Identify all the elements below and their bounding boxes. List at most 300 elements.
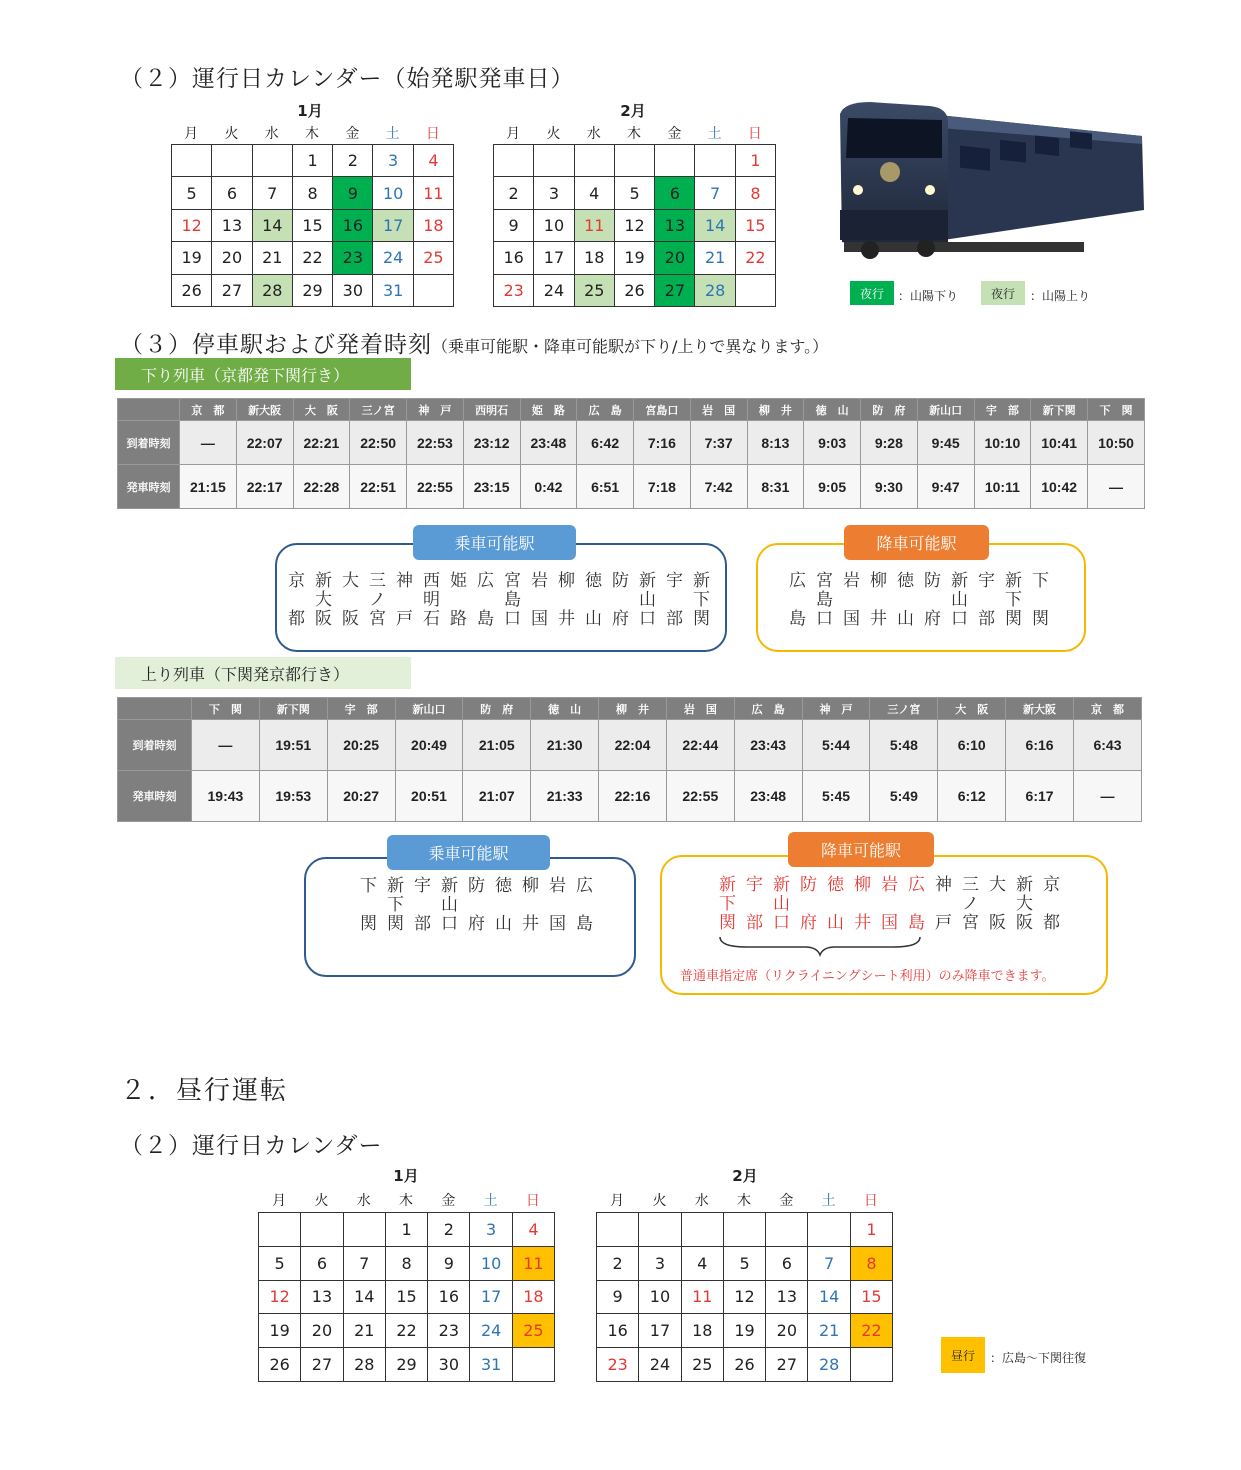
departure-time: — bbox=[1073, 771, 1141, 822]
day-calendar-january bbox=[258, 1212, 555, 1382]
weekday-label: 火 bbox=[314, 1193, 329, 1209]
station-char: 府 bbox=[924, 609, 941, 629]
legend-up-text: ：山陽上り bbox=[1030, 289, 1091, 303]
station-header: 柳 井 bbox=[747, 399, 804, 421]
calendar-day-cell: 15 bbox=[292, 209, 332, 241]
calendar-day-cell: 22 bbox=[385, 1314, 427, 1348]
night-cal-feb-weekdays bbox=[493, 123, 775, 143]
station-char: 国 bbox=[881, 913, 898, 933]
station-header: 徳 山 bbox=[804, 399, 861, 421]
station-header: 下 関 bbox=[192, 698, 260, 720]
calendar-day-cell: 25 bbox=[413, 242, 453, 274]
arrival-time: 10:41 bbox=[1031, 421, 1088, 465]
calendar-day-cell: 9 bbox=[333, 177, 373, 209]
station-char: 姫 bbox=[450, 571, 467, 591]
calendar-day-cell: 18 bbox=[512, 1280, 554, 1314]
weekday-label: 水 bbox=[264, 126, 279, 142]
calendar-day-cell: 19 bbox=[723, 1314, 765, 1348]
station-char: 島 bbox=[504, 590, 521, 610]
calendar-day-cell: 7 bbox=[343, 1246, 385, 1280]
weekday-label: 火 bbox=[652, 1193, 667, 1209]
section-title-day-calendar: （２）運行日カレンダー bbox=[120, 1133, 383, 1159]
down-board-pill: 乗車可能駅 bbox=[413, 525, 576, 560]
arrival-time: 5:48 bbox=[870, 720, 938, 771]
station-char: 阪 bbox=[1016, 913, 1033, 933]
station-char: 島 bbox=[477, 609, 494, 629]
station-char: 路 bbox=[450, 609, 467, 629]
down-train-timetable bbox=[117, 398, 1145, 509]
calendar-day-cell: 2 bbox=[428, 1213, 470, 1247]
arrival-time: 7:37 bbox=[690, 421, 747, 465]
calendar-day-cell: 25 bbox=[574, 274, 614, 306]
arrival-time: 22:21 bbox=[293, 421, 350, 465]
departure-time: 19:43 bbox=[192, 771, 260, 822]
calendar-day-cell: 21 bbox=[343, 1314, 385, 1348]
calendar-day-cell: 24 bbox=[373, 242, 413, 274]
station-char: 関 bbox=[1032, 609, 1049, 629]
departure-time: 19:53 bbox=[259, 771, 327, 822]
weekday-label: 木 bbox=[737, 1193, 752, 1209]
calendar-day-cell: 2 bbox=[333, 145, 373, 177]
station-char: 関 bbox=[360, 914, 377, 934]
calendar-day-cell: 10 bbox=[373, 177, 413, 209]
calendar-day-cell: 20 bbox=[212, 242, 252, 274]
station-char: 宮 bbox=[816, 571, 833, 591]
station-char: 徳 bbox=[585, 571, 602, 591]
calendar-day-cell: 15 bbox=[735, 209, 775, 241]
calendar-day-cell bbox=[574, 145, 614, 177]
calendar-day-cell: 4 bbox=[413, 145, 453, 177]
calendar-day-cell: 16 bbox=[494, 242, 534, 274]
station-char: 宮 bbox=[369, 609, 386, 629]
station-char: 府 bbox=[612, 609, 629, 629]
station-char: 広 bbox=[576, 876, 593, 896]
calendar-day-cell: 4 bbox=[512, 1213, 554, 1247]
station-header: 宇 部 bbox=[974, 399, 1031, 421]
row-header: 到着時刻 bbox=[118, 421, 180, 465]
station-header: 広 島 bbox=[734, 698, 802, 720]
station-char: 三 bbox=[962, 875, 979, 895]
station-vertical-name bbox=[490, 877, 517, 934]
station-char: 新 bbox=[441, 876, 458, 896]
down-train-band: 下り列車（京都発下関行き） bbox=[115, 358, 411, 390]
station-char: 関 bbox=[387, 914, 404, 934]
calendar-day-cell: 8 bbox=[735, 177, 775, 209]
weekday-label: 木 bbox=[627, 126, 642, 142]
station-char: 関 bbox=[1005, 609, 1022, 629]
station-vertical-name bbox=[499, 572, 526, 629]
station-char: 阪 bbox=[989, 913, 1006, 933]
section-title-stops bbox=[120, 326, 828, 359]
calendar-day-cell: 14 bbox=[808, 1280, 850, 1314]
calendar-day-cell: 21 bbox=[252, 242, 292, 274]
arrival-time: 5:44 bbox=[802, 720, 870, 771]
weekday-label: 月 bbox=[184, 126, 199, 142]
station-char: 井 bbox=[854, 913, 871, 933]
calendar-day-cell bbox=[343, 1213, 385, 1247]
station-char: 関 bbox=[719, 913, 736, 933]
departure-time: 20:51 bbox=[395, 771, 463, 822]
departure-time: 6:17 bbox=[1006, 771, 1074, 822]
night-cal-jan-weekdays bbox=[171, 123, 453, 143]
calendar-day-cell: 28 bbox=[252, 274, 292, 306]
station-header: 京 都 bbox=[180, 399, 237, 421]
calendar-day-cell: 7 bbox=[695, 177, 735, 209]
calendar-day-cell: 28 bbox=[343, 1348, 385, 1382]
station-char: 宇 bbox=[414, 876, 431, 896]
weekday-label: 土 bbox=[707, 126, 722, 142]
legend-day-text: ：広島～下関往復 bbox=[990, 1351, 1087, 1365]
station-char: 大 bbox=[989, 875, 1006, 895]
departure-time: — bbox=[1088, 465, 1145, 509]
station-header: 防 府 bbox=[463, 698, 531, 720]
weekday-label: 火 bbox=[546, 126, 561, 142]
calendar-day-cell: 28 bbox=[808, 1348, 850, 1382]
calendar-day-cell bbox=[766, 1213, 808, 1247]
arrival-time: 8:13 bbox=[747, 421, 804, 465]
calendar-day-cell: 22 bbox=[292, 242, 332, 274]
calendar-day-cell: 25 bbox=[681, 1348, 723, 1382]
station-char: 新 bbox=[1016, 875, 1033, 895]
calendar-day-cell: 26 bbox=[172, 274, 212, 306]
departure-time: 23:48 bbox=[734, 771, 802, 822]
arrival-time: 23:43 bbox=[734, 720, 802, 771]
calendar-day-cell bbox=[614, 145, 654, 177]
calendar-day-cell: 5 bbox=[259, 1246, 301, 1280]
calendar-day-cell: 7 bbox=[808, 1246, 850, 1280]
calendar-day-cell bbox=[639, 1213, 681, 1247]
calendar-day-cell: 24 bbox=[534, 274, 574, 306]
station-char: 宇 bbox=[746, 875, 763, 895]
calendar-day-cell bbox=[172, 145, 212, 177]
station-char: 宮 bbox=[962, 913, 979, 933]
calendar-day-cell: 19 bbox=[172, 242, 212, 274]
calendar-day-cell: 3 bbox=[373, 145, 413, 177]
weekday-label: 日 bbox=[425, 126, 440, 142]
calendar-day-cell bbox=[259, 1213, 301, 1247]
calendar-day-cell: 30 bbox=[333, 274, 373, 306]
weekday-label: 金 bbox=[667, 126, 682, 142]
arrival-time: — bbox=[192, 720, 260, 771]
up-alight-note: 普通車指定席（リクライニングシート利用）のみ降車できます。 bbox=[680, 969, 1055, 984]
departure-time: 10:42 bbox=[1031, 465, 1088, 509]
station-vertical-name bbox=[768, 876, 795, 933]
weekday-label: 日 bbox=[525, 1193, 540, 1209]
arrival-time: 23:12 bbox=[463, 421, 520, 465]
station-char: 戸 bbox=[396, 609, 413, 629]
station-char: 神 bbox=[396, 571, 413, 591]
calendar-day-cell: 18 bbox=[413, 209, 453, 241]
station-char: 徳 bbox=[897, 571, 914, 591]
arrival-time: 22:44 bbox=[666, 720, 734, 771]
station-vertical-name bbox=[409, 877, 436, 934]
night-calendar-january bbox=[171, 144, 454, 307]
arrival-time: 9:03 bbox=[804, 421, 861, 465]
station-vertical-name bbox=[283, 572, 310, 629]
station-header: 三ノ宮 bbox=[870, 698, 938, 720]
calendar-day-cell: 6 bbox=[766, 1246, 808, 1280]
station-char: 部 bbox=[746, 913, 763, 933]
up-board-stations bbox=[355, 877, 598, 934]
station-vertical-name bbox=[634, 572, 661, 629]
weekday-label: 日 bbox=[863, 1193, 878, 1209]
station-vertical-name bbox=[714, 876, 741, 933]
station-char: 島 bbox=[576, 914, 593, 934]
station-char: 島 bbox=[816, 590, 833, 610]
weekday-label: 月 bbox=[272, 1193, 287, 1209]
section-title-stops-note: （乗車可能駅・降車可能駅が下り/上りで異なります。） bbox=[432, 337, 829, 356]
calendar-day-cell bbox=[695, 145, 735, 177]
weekday-label: 金 bbox=[345, 126, 360, 142]
station-header: 新下関 bbox=[1031, 399, 1088, 421]
weekday-label: 木 bbox=[399, 1193, 414, 1209]
calendar-day-cell: 12 bbox=[172, 209, 212, 241]
station-char: 山 bbox=[495, 914, 512, 934]
station-vertical-name bbox=[553, 572, 580, 629]
arrival-time: 19:51 bbox=[259, 720, 327, 771]
station-char: 口 bbox=[504, 609, 521, 629]
calendar-day-cell: 27 bbox=[301, 1348, 343, 1382]
station-char: 阪 bbox=[315, 609, 332, 629]
weekday-label: 水 bbox=[694, 1193, 709, 1209]
calendar-day-cell: 14 bbox=[343, 1280, 385, 1314]
station-header: 大 阪 bbox=[938, 698, 1006, 720]
calendar-day-cell bbox=[681, 1213, 723, 1247]
station-char: 防 bbox=[924, 571, 941, 591]
station-char: 京 bbox=[288, 571, 305, 591]
departure-time: 0:42 bbox=[520, 465, 577, 509]
station-header: 防 府 bbox=[861, 399, 918, 421]
calendar-day-cell: 8 bbox=[850, 1246, 892, 1280]
station-header: 新大阪 bbox=[236, 399, 293, 421]
departure-time: 22:51 bbox=[350, 465, 407, 509]
calendar-day-cell: 5 bbox=[172, 177, 212, 209]
arrival-time: 6:42 bbox=[577, 421, 634, 465]
arrival-time: 21:30 bbox=[531, 720, 599, 771]
station-char: 下 bbox=[360, 876, 377, 896]
departure-time: 9:05 bbox=[804, 465, 861, 509]
station-header: 新山口 bbox=[395, 698, 463, 720]
station-vertical-name bbox=[355, 877, 382, 934]
night-cal-jan-title: 1月 bbox=[297, 102, 323, 120]
legend-down-text: ：山陽下り bbox=[898, 289, 959, 303]
calendar-day-cell: 6 bbox=[301, 1246, 343, 1280]
station-vertical-name bbox=[1027, 572, 1054, 629]
arrival-time: 20:25 bbox=[327, 720, 395, 771]
departure-time: 7:18 bbox=[634, 465, 691, 509]
calendar-day-cell: 12 bbox=[723, 1280, 765, 1314]
weekday-label: 木 bbox=[305, 126, 320, 142]
arrival-time: 9:45 bbox=[917, 421, 974, 465]
departure-time: 22:17 bbox=[236, 465, 293, 509]
departure-time: 7:42 bbox=[690, 465, 747, 509]
station-char: 部 bbox=[666, 609, 683, 629]
station-char: 府 bbox=[468, 914, 485, 934]
calendar-day-cell: 20 bbox=[301, 1314, 343, 1348]
arrival-time: 6:10 bbox=[938, 720, 1006, 771]
weekday-label: 土 bbox=[483, 1193, 498, 1209]
calendar-day-cell: 8 bbox=[292, 177, 332, 209]
departure-time: 6:51 bbox=[577, 465, 634, 509]
station-vertical-name bbox=[661, 572, 688, 629]
calendar-day-cell: 12 bbox=[614, 209, 654, 241]
calendar-day-cell: 2 bbox=[597, 1246, 639, 1280]
arrival-row bbox=[118, 421, 1145, 465]
station-vertical-name bbox=[517, 877, 544, 934]
station-vertical-name bbox=[526, 572, 553, 629]
station-vertical-name bbox=[445, 572, 472, 629]
legend-up-chip: 夜行 bbox=[981, 281, 1025, 305]
calendar-day-cell: 11 bbox=[574, 209, 614, 241]
weekday-label: 金 bbox=[779, 1193, 794, 1209]
row-header: 発車時刻 bbox=[118, 771, 192, 822]
calendar-day-cell: 13 bbox=[766, 1280, 808, 1314]
row-header: 到着時刻 bbox=[118, 720, 192, 771]
calendar-day-cell: 17 bbox=[470, 1280, 512, 1314]
station-char: 新 bbox=[951, 571, 968, 591]
station-vertical-name bbox=[957, 876, 984, 933]
arrival-time: 21:05 bbox=[463, 720, 531, 771]
calendar-day-cell: 11 bbox=[681, 1280, 723, 1314]
station-vertical-name bbox=[607, 572, 634, 629]
calendar-day-cell: 27 bbox=[766, 1348, 808, 1382]
station-vertical-name bbox=[984, 876, 1011, 933]
calendar-day-cell: 23 bbox=[597, 1348, 639, 1382]
station-char: 下 bbox=[719, 894, 736, 914]
station-char: 山 bbox=[951, 590, 968, 610]
station-vertical-name bbox=[1038, 876, 1065, 933]
down-alight-pill: 降車可能駅 bbox=[844, 525, 989, 560]
station-vertical-name bbox=[822, 876, 849, 933]
station-char: 新 bbox=[387, 876, 404, 896]
weekday-label: 土 bbox=[385, 126, 400, 142]
station-char: 国 bbox=[531, 609, 548, 629]
station-vertical-name bbox=[544, 877, 571, 934]
calendar-day-cell: 6 bbox=[655, 177, 695, 209]
station-header: 岩 国 bbox=[690, 399, 747, 421]
calendar-day-cell: 24 bbox=[470, 1314, 512, 1348]
station-vertical-name bbox=[1011, 876, 1038, 933]
arrival-time: 22:53 bbox=[407, 421, 464, 465]
day-calendar-february bbox=[596, 1212, 893, 1382]
station-char: 国 bbox=[843, 609, 860, 629]
calendar-day-cell bbox=[808, 1213, 850, 1247]
station-char: 大 bbox=[315, 590, 332, 610]
station-header: 姫 路 bbox=[520, 399, 577, 421]
row-header: 発車時刻 bbox=[118, 465, 180, 509]
calendar-day-cell: 9 bbox=[494, 209, 534, 241]
station-char: ノ bbox=[369, 590, 386, 610]
down-board-stations bbox=[283, 572, 715, 629]
day-cal-feb-weekdays bbox=[596, 1190, 892, 1210]
station-char: 府 bbox=[800, 913, 817, 933]
weekday-label: 火 bbox=[224, 126, 239, 142]
calendar-day-cell: 14 bbox=[695, 209, 735, 241]
station-vertical-name bbox=[930, 876, 957, 933]
station-vertical-name bbox=[903, 876, 930, 933]
weekday-label: 土 bbox=[821, 1193, 836, 1209]
calendar-day-cell: 4 bbox=[681, 1246, 723, 1280]
station-char: 部 bbox=[414, 914, 431, 934]
weekday-label: 日 bbox=[747, 126, 762, 142]
departure-time: 22:16 bbox=[599, 771, 667, 822]
calendar-day-cell bbox=[655, 145, 695, 177]
calendar-day-cell: 3 bbox=[470, 1213, 512, 1247]
station-char: 柳 bbox=[558, 571, 575, 591]
calendar-day-cell: 17 bbox=[373, 209, 413, 241]
up-train-timetable bbox=[117, 697, 1142, 822]
day-cal-feb-title: 2月 bbox=[732, 1167, 758, 1185]
calendar-day-cell: 1 bbox=[292, 145, 332, 177]
calendar-day-cell bbox=[850, 1348, 892, 1382]
station-vertical-name bbox=[849, 876, 876, 933]
station-char: 神 bbox=[935, 875, 952, 895]
calendar-day-cell: 20 bbox=[655, 242, 695, 274]
calendar-day-cell bbox=[735, 274, 775, 306]
up-alight-brace bbox=[717, 935, 923, 957]
station-header: 神 戸 bbox=[802, 698, 870, 720]
weekday-label: 水 bbox=[356, 1193, 371, 1209]
calendar-day-cell: 3 bbox=[534, 177, 574, 209]
calendar-day-cell: 30 bbox=[428, 1348, 470, 1382]
calendar-day-cell: 6 bbox=[212, 177, 252, 209]
day-cal-jan-title: 1月 bbox=[393, 1167, 419, 1185]
station-char: 新 bbox=[773, 875, 790, 895]
calendar-day-cell: 10 bbox=[639, 1280, 681, 1314]
calendar-day-cell: 5 bbox=[614, 177, 654, 209]
station-char: 岩 bbox=[549, 876, 566, 896]
station-header: 新大阪 bbox=[1006, 698, 1074, 720]
station-char: 徳 bbox=[495, 876, 512, 896]
calendar-day-cell: 18 bbox=[681, 1314, 723, 1348]
calendar-day-cell: 18 bbox=[574, 242, 614, 274]
station-char: 山 bbox=[827, 913, 844, 933]
station-header: 宮島口 bbox=[634, 399, 691, 421]
station-char: 関 bbox=[693, 609, 710, 629]
calendar-day-cell: 13 bbox=[301, 1280, 343, 1314]
station-char: 柳 bbox=[870, 571, 887, 591]
station-vertical-name bbox=[784, 572, 811, 629]
station-header: 新下関 bbox=[259, 698, 327, 720]
calendar-day-cell: 15 bbox=[850, 1280, 892, 1314]
arrival-time: 7:16 bbox=[634, 421, 691, 465]
station-vertical-name bbox=[463, 877, 490, 934]
station-vertical-name bbox=[364, 572, 391, 629]
station-header: 下 関 bbox=[1088, 399, 1145, 421]
timetable-corner bbox=[118, 399, 180, 421]
station-header: 三ノ宮 bbox=[350, 399, 407, 421]
calendar-day-cell: 29 bbox=[385, 1348, 427, 1382]
calendar-day-cell: 17 bbox=[534, 242, 574, 274]
calendar-day-cell: 28 bbox=[695, 274, 735, 306]
timetable-corner bbox=[118, 698, 192, 720]
station-vertical-name bbox=[973, 572, 1000, 629]
station-header: 宇 部 bbox=[327, 698, 395, 720]
station-vertical-name bbox=[382, 877, 409, 934]
station-char: 西 bbox=[423, 571, 440, 591]
calendar-day-cell: 10 bbox=[470, 1246, 512, 1280]
station-vertical-name bbox=[436, 877, 463, 934]
station-char: 井 bbox=[558, 609, 575, 629]
calendar-day-cell: 5 bbox=[723, 1246, 765, 1280]
calendar-day-cell: 9 bbox=[597, 1280, 639, 1314]
calendar-day-cell: 15 bbox=[385, 1280, 427, 1314]
station-char: 三 bbox=[369, 571, 386, 591]
station-vertical-name bbox=[795, 876, 822, 933]
arrival-time: 6:16 bbox=[1006, 720, 1074, 771]
station-char: 島 bbox=[789, 609, 806, 629]
station-char: 井 bbox=[522, 914, 539, 934]
